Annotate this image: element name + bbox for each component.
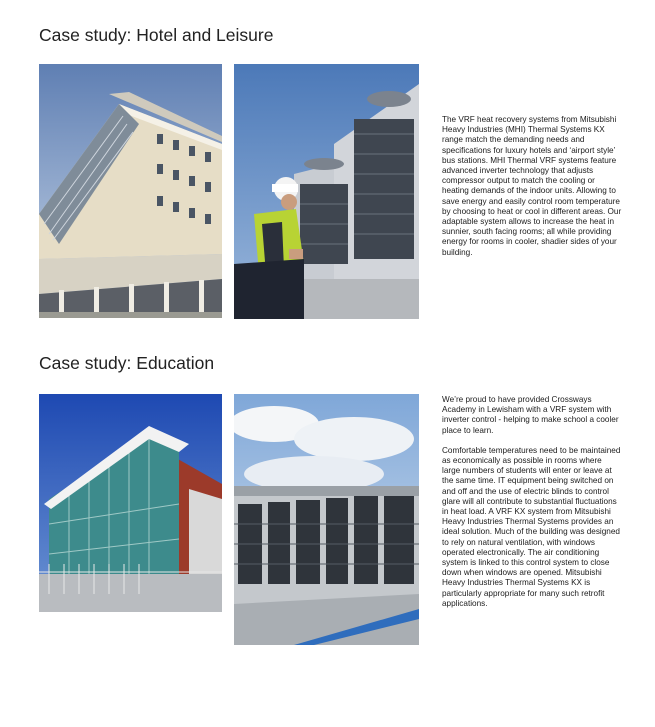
education-paragraph-1: We’re proud to have provided Crossways Academy in Lewisham with a VRF system with inverter control - helping to make school a cooler place to learn. xyxy=(442,395,619,435)
education-paragraph-2: Comfortable temperatures need to be maintained as economically as possible in rooms where large numbers of students will enter or leave at the same time. IT equipment being switched on and off and the use of electric blinds to control glare will all contribute to substantial fluctuations in heat load. A VRF KX system from Mitsubishi Heavy Industries Thermal Systems provides an ideal solution. Much of the building was designed to rely on natural ventilation, with windows operated electronically. The air conditioning system is linked to this control system to close down when windows are opened. Mitsubishi Heavy Industries Thermal Systems KX is particularly appropriate for many such retrofit applications. xyxy=(442,445,621,608)
education-text xyxy=(442,395,622,619)
section-heading-hotel-leisure: Case study: Hotel and Leisure xyxy=(39,25,274,45)
hotel-building-photo xyxy=(39,64,222,318)
hotel-leisure-paragraph: The VRF heat recovery systems from Mitsubishi Heavy Industries (MHI) Thermal Systems KX range match the demanding needs and specifications for luxury hotels and ‘airport style’ bus stations. MHI Thermal VRF systems feature advanced inverter technology that adjusts compressor output to match the cooling or heating demands of the indoor units. Allowing to save energy and easily control room temperature by choosing to heat or cool in different areas. Our adaptable system allows to increase the heat in sunnier, south facing rooms; all while providing energy for rooms in cooler, shadier sides of your building. xyxy=(442,115,622,257)
engineer-vrf-unit-photo xyxy=(234,64,419,319)
academy-building-photo xyxy=(39,394,222,612)
section-heading-education: Case study: Education xyxy=(39,353,215,373)
rooftop-units-photo xyxy=(234,394,419,645)
hotel-leisure-text xyxy=(442,115,622,268)
